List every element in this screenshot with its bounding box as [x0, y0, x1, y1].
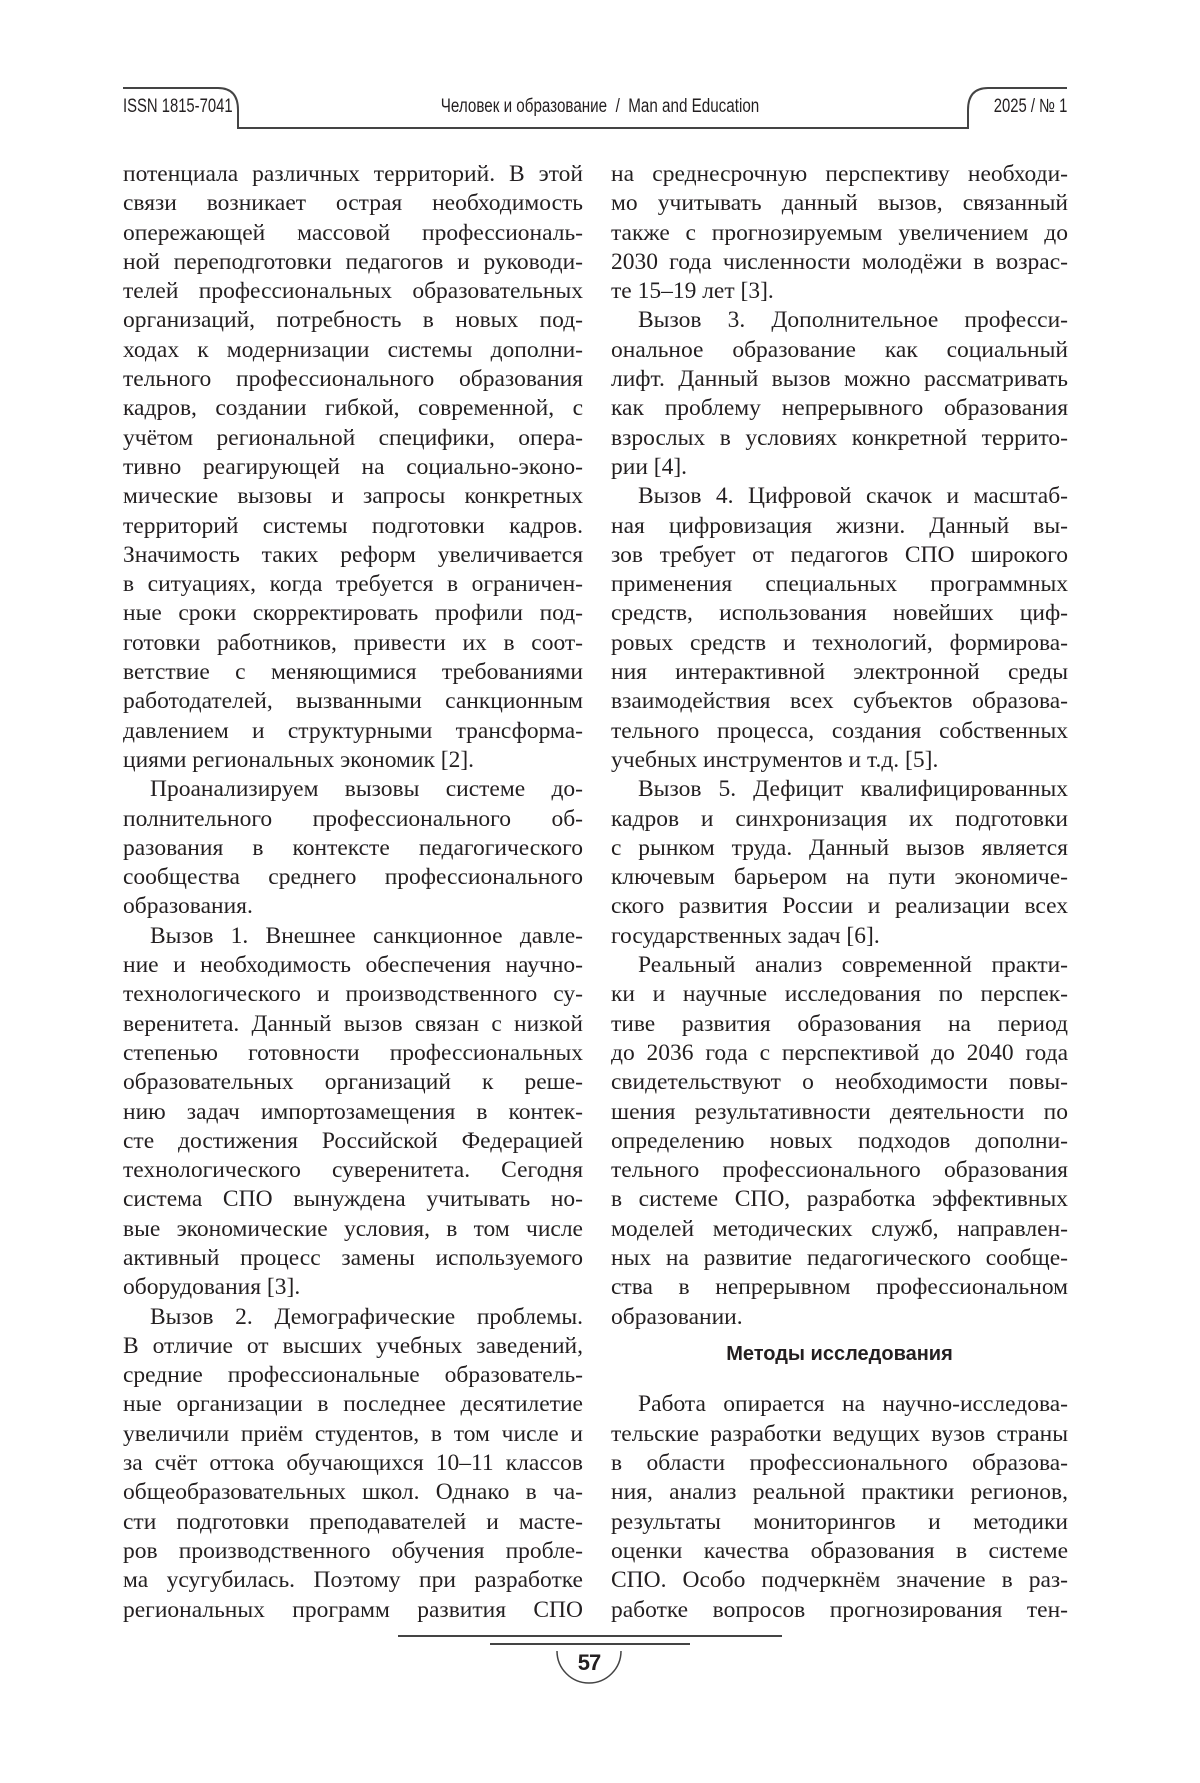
- text-line: СПО. Особо подчеркнём значение в раз-: [611, 1566, 1068, 1595]
- text-line: полнительного профессионального об-: [123, 805, 583, 834]
- text-line: кадров и синхронизация их подготовки: [611, 805, 1068, 834]
- text-line: ные сроки скорректировать профили под-: [123, 599, 583, 628]
- text-line: разования в контексте педагогического: [123, 834, 583, 863]
- text-line: тиве развития образования на период: [611, 1010, 1068, 1039]
- text-line: Проанализируем вызовы системе до-: [123, 775, 583, 804]
- text-line: Реальный анализ современной практи-: [611, 951, 1068, 980]
- page-number: 57: [578, 1650, 600, 1676]
- text-line: ровых средств и технологий, формирова-: [611, 629, 1068, 658]
- text-line: 2030 года численности молодёжи в возрас-: [611, 248, 1068, 277]
- text-line: увеличили приём студентов, в том числе и: [123, 1420, 583, 1449]
- text-line: Вызов 3. Дополнительное професси-: [611, 306, 1068, 335]
- text-line: территорий системы подготовки кадров.: [123, 512, 583, 541]
- text-line: оценки качества образования в системе: [611, 1537, 1068, 1566]
- text-line: общеобразовательных школ. Однако в ча-: [123, 1478, 583, 1507]
- text-line: Вызов 1. Внешнее санкционное давле-: [123, 922, 583, 951]
- text-line: зов требует от педагогов СПО широкого: [611, 541, 1068, 570]
- text-line: как проблему непрерывного образования: [611, 394, 1068, 423]
- text-line: определению новых подходов дополни-: [611, 1127, 1068, 1156]
- text-line: давлением и структурными трансформа-: [123, 717, 583, 746]
- text-line: активный процесс замены используемого: [123, 1244, 583, 1273]
- text-line: опережающей массовой профессиональ-: [123, 219, 583, 248]
- text-line: ходах к модернизации системы дополни-: [123, 336, 583, 365]
- text-line: на среднесрочную перспективу необходи-: [611, 160, 1068, 189]
- text-line: тельного процесса, создания собственных: [611, 717, 1068, 746]
- text-line: технологического суверенитета. Сегодня: [123, 1156, 583, 1185]
- text-line: сообщества среднего профессионального: [123, 863, 583, 892]
- text-line: нию задач импортозамещения в контек-: [123, 1098, 583, 1127]
- text-line: в области профессионального образова-: [611, 1449, 1068, 1478]
- text-line: Вызов 4. Цифровой скачок и масштаб-: [611, 482, 1068, 511]
- text-line: моделей методических служб, направлен-: [611, 1215, 1068, 1244]
- text-line: ной переподготовки педагогов и руководи-: [123, 248, 583, 277]
- text-line: тельские разработки ведущих вузов страны: [611, 1420, 1068, 1449]
- text-line: технологического и производственного су-: [123, 980, 583, 1009]
- text-line: ма усугубилась. Поэтому при разработке: [123, 1566, 583, 1595]
- text-line: рии [4].: [611, 453, 1068, 482]
- text-line: в ситуациях, когда требуется в ограничен-: [123, 570, 583, 599]
- text-line: Вызов 2. Демографические проблемы.: [123, 1303, 583, 1332]
- text-line: ная цифровизация жизни. Данный вы-: [611, 512, 1068, 541]
- text-line: готовки работников, привести их в соот-: [123, 629, 583, 658]
- text-line: также с прогнозируемым увеличением до: [611, 219, 1068, 248]
- text-line: сти подготовки преподавателей и масте-: [123, 1508, 583, 1537]
- text-line: В отличие от высших учебных заведений,: [123, 1332, 583, 1361]
- text-line: учебных инструментов и т.д. [5].: [611, 746, 1068, 775]
- text-line: до 2036 года с перспективой до 2040 года: [611, 1039, 1068, 1068]
- text-line: ных на развитие педагогического сообще-: [611, 1244, 1068, 1273]
- text-line: работодателей, вызванными санкционным: [123, 687, 583, 716]
- text-line: свидетельствуют о необходимости повы-: [611, 1068, 1068, 1097]
- text-line: работке вопросов прогнозирования тен-: [611, 1596, 1068, 1625]
- text-column-right: [611, 160, 1068, 1625]
- text-line: те 15–19 лет [3].: [611, 277, 1068, 306]
- text-line: взаимодействия всех субъектов образова-: [611, 687, 1068, 716]
- text-column-left: [123, 160, 583, 1625]
- text-line: мические вызовы и запросы конкретных: [123, 482, 583, 511]
- text-line: взрослых в условиях конкретной террито-: [611, 424, 1068, 453]
- text-line: образовании.: [611, 1303, 1068, 1332]
- text-line: тивно реагирующей на социально-эконо-: [123, 453, 583, 482]
- text-line: с рынком труда. Данный вызов является: [611, 834, 1068, 863]
- text-line: тельного профессионального образования: [123, 365, 583, 394]
- text-line: ональное образование как социальный: [611, 336, 1068, 365]
- text-line: региональных программ развития СПО: [123, 1596, 583, 1625]
- text-line: ния, анализ реальной практики регионов,: [611, 1478, 1068, 1507]
- text-line: сте достижения Российской Федерацией: [123, 1127, 583, 1156]
- text-line: результаты мониторингов и методики: [611, 1508, 1068, 1537]
- text-line: циями региональных экономик [2].: [123, 746, 583, 775]
- text-line: ки и научные исследования по перспек-: [611, 980, 1068, 1009]
- text-line: мо учитывать данный вызов, связанный: [611, 189, 1068, 218]
- text-line: образования.: [123, 892, 583, 921]
- text-line: в системе СПО, разработка эффективных: [611, 1185, 1068, 1214]
- issue-label: 2025 / № 1: [993, 96, 1067, 118]
- text-line: шения результативности деятельности по: [611, 1098, 1068, 1127]
- text-line: Значимость таких реформ увеличивается: [123, 541, 583, 570]
- text-line: ния интерактивной электронной среды: [611, 658, 1068, 687]
- text-line: тельного профессионального образования: [611, 1156, 1068, 1185]
- text-line: применения специальных программных: [611, 570, 1068, 599]
- text-line: ние и необходимость обеспечения научно-: [123, 951, 583, 980]
- text-line: телей профессиональных образовательных: [123, 277, 583, 306]
- text-line: Вызов 5. Дефицит квалифицированных: [611, 775, 1068, 804]
- text-line: оборудования [3].: [123, 1273, 583, 1302]
- journal-title: Человек и образование / Man and Education: [441, 96, 759, 118]
- text-line: средств, использования новейших циф-: [611, 599, 1068, 628]
- text-line: ства в непрерывном профессиональном: [611, 1273, 1068, 1302]
- text-line: средние профессиональные образователь-: [123, 1361, 583, 1390]
- text-line: степенью готовности профессиональных: [123, 1039, 583, 1068]
- text-line: Работа опирается на научно-исследова-: [611, 1390, 1068, 1419]
- text-line: организаций, потребность в новых под-: [123, 306, 583, 335]
- text-line: веренитета. Данный вызов связан с низкой: [123, 1010, 583, 1039]
- text-line: государственных задач [6].: [611, 922, 1068, 951]
- text-line: связи возникает острая необходимость: [123, 189, 583, 218]
- text-line: ского развития России и реализации всех: [611, 892, 1068, 921]
- text-line: за счёт оттока обучающихся 10–11 классов: [123, 1449, 583, 1478]
- text-line: ные организации в последнее десятилетие: [123, 1390, 583, 1419]
- text-line: вые экономические условия, в том числе: [123, 1215, 583, 1244]
- text-line: ров производственного обучения пробле-: [123, 1537, 583, 1566]
- text-line: ветствие с меняющимися требованиями: [123, 658, 583, 687]
- text-line: учётом региональной специфики, опера-: [123, 424, 583, 453]
- text-line: ключевым барьером на пути экономиче-: [611, 863, 1068, 892]
- text-line: кадров, создании гибкой, современной, с: [123, 394, 583, 423]
- text-line: система СПО вынуждена учитывать но-: [123, 1185, 583, 1214]
- text-line: образовательных организаций к реше-: [123, 1068, 583, 1097]
- issn-label: ISSN 1815-7041: [123, 96, 233, 118]
- text-line: потенциала различных территорий. В этой: [123, 160, 583, 189]
- section-heading: Методы исследования: [611, 1332, 1068, 1391]
- text-line: лифт. Данный вызов можно рассматривать: [611, 365, 1068, 394]
